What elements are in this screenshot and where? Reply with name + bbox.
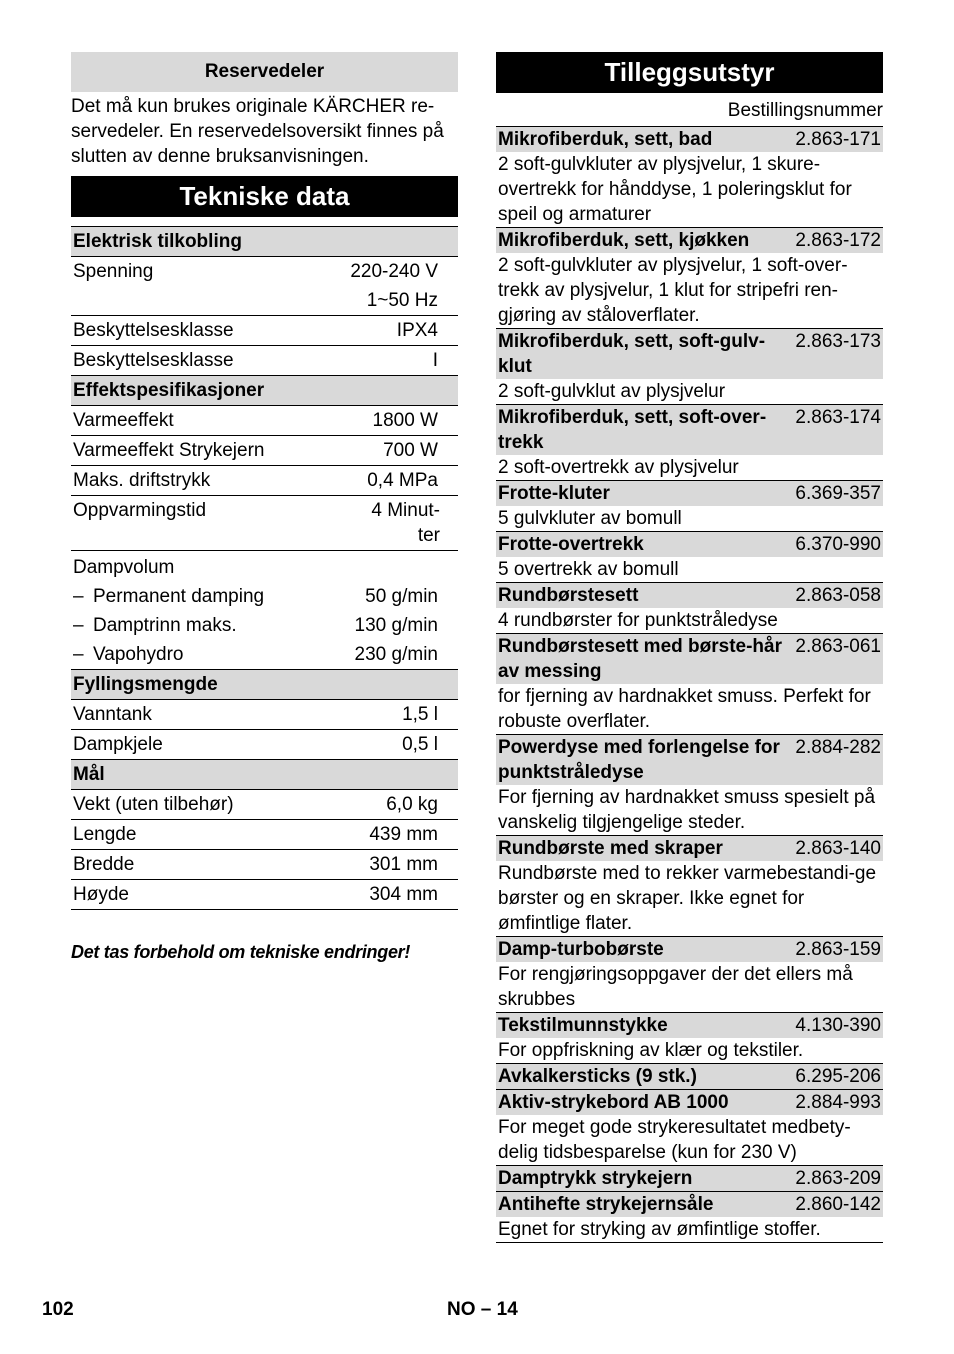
- accessory-item: [496, 835, 883, 936]
- spec-row: [71, 582, 458, 611]
- spec-label-cell: [71, 582, 348, 611]
- spec-label: Maks. driftstrykk: [73, 470, 211, 491]
- accessory-item: [496, 1012, 883, 1063]
- spec-row: [71, 346, 458, 376]
- reservedeler-heading: Reservedeler: [71, 52, 458, 92]
- spec-value: 700 W: [348, 436, 458, 466]
- spec-value: 0,5 l: [348, 730, 458, 760]
- accessory-order-number: 2.860-142: [795, 1194, 881, 1215]
- spec-row: [71, 406, 458, 436]
- accessory-header: [496, 836, 883, 861]
- spec-value: 50 g/min: [365, 586, 438, 607]
- accessory-name: Mikrofiberduk, sett, soft-gulv-klut: [498, 331, 766, 377]
- accessory-description: 2 soft-gulvklut av plysjvelur: [498, 381, 726, 402]
- tekniske-data-heading: Tekniske data: [71, 176, 458, 217]
- spec-value: IPX4: [348, 316, 458, 346]
- spec-label-cell: [71, 820, 348, 850]
- spec-label-cell: [71, 700, 348, 730]
- section-number: NO – 14: [447, 1299, 518, 1320]
- accessory-header: [496, 1192, 883, 1217]
- accessory-item: [496, 227, 883, 328]
- accessory-name: Powerdyse med forlengelse for punktstråledyse: [498, 737, 780, 783]
- accessory-order-number: 2.863-174: [795, 407, 881, 428]
- accessory-description: For fjerning av hardnakket smuss spesielt på vanskelig tilgjengelige steder.: [498, 787, 876, 833]
- spec-label: Beskyttelsesklasse: [73, 320, 234, 341]
- accessory-item: [496, 126, 883, 227]
- accessory-header: [496, 228, 883, 253]
- accessory-description: Rundbørste med to rekker varmebestandi-ge børster og en skraper. Ikke egnet for ømfintlige flater.: [498, 863, 877, 934]
- left-column: [71, 52, 458, 965]
- accessory-header: [496, 1090, 883, 1115]
- accessory-item: [496, 936, 883, 1012]
- accessory-item: [496, 633, 883, 734]
- spec-section-label: Fyllingsmengde: [71, 670, 458, 700]
- accessory-order-number: 2.863-058: [795, 585, 881, 606]
- spec-label-cell: [71, 880, 348, 910]
- accessory-description: For rengjøringsoppgaver der det ellers må skrubbes: [498, 964, 853, 1010]
- list-dash: –: [73, 615, 84, 636]
- spec-label-cell: [71, 406, 348, 436]
- accessory-name: Damp-turbobørste: [498, 939, 664, 960]
- accessory-order-number: 6.369-357: [795, 483, 881, 504]
- spec-label-cell: [71, 466, 348, 496]
- accessory-order-number: 2.863-171: [795, 129, 881, 150]
- spec-label-cell: [71, 286, 348, 316]
- accessory-order-number: 2.863-159: [795, 939, 881, 960]
- spec-value: 130 g/min: [354, 615, 438, 636]
- accessory-name: Mikrofiberduk, sett, soft-over-trekk: [498, 407, 767, 453]
- order-number-header: Bestillingsnummer: [727, 100, 883, 121]
- accessory-header: [496, 1013, 883, 1038]
- tilleggsutstyr-heading: Tilleggsutstyr: [496, 52, 883, 93]
- spec-row: [71, 257, 458, 287]
- spec-value: 301 mm: [348, 850, 458, 880]
- spec-label: Varmeeffekt: [73, 410, 174, 431]
- accessory-item: [496, 404, 883, 480]
- accessory-description: 2 soft-overtrekk av plysjvelur: [498, 457, 739, 478]
- accessory-name: Mikrofiberduk, sett, kjøkken: [498, 230, 750, 251]
- accessory-name: Avkalkersticks (9 stk.): [498, 1066, 697, 1087]
- spec-label: Oppvarmingstid: [73, 500, 207, 521]
- spec-label: Lengde: [73, 824, 137, 845]
- accessory-header: [496, 583, 883, 608]
- spec-row: [71, 820, 458, 850]
- accessory-header: [496, 735, 883, 785]
- accessory-order-number: 2.863-140: [795, 838, 881, 859]
- accessory-order-number: 4.130-390: [795, 1015, 881, 1036]
- spec-label: Bredde: [73, 854, 135, 875]
- spec-value: [348, 551, 458, 583]
- spec-label-cell: [71, 496, 348, 551]
- spec-label: Dampkjele: [73, 734, 163, 755]
- accessory-description: 2 soft-gulvkluter av plysjvelur, 1 skure-overtrekk for hånddyse, 1 poleringsklut for speil og armaturer: [498, 154, 852, 225]
- spec-section-label: Effektspesifikasjoner: [71, 376, 458, 406]
- accessory-header: [496, 937, 883, 962]
- list-dash: –: [73, 586, 84, 607]
- accessory-item: [496, 531, 883, 582]
- accessory-name: Rundbørstesett: [498, 585, 639, 606]
- accessory-header: [496, 1166, 883, 1191]
- accessory-description: 5 overtrekk av bomull: [498, 559, 679, 580]
- accessory-item: [496, 1089, 883, 1165]
- spec-section-row: [71, 227, 458, 257]
- right-column: [496, 52, 883, 1243]
- spec-label: Beskyttelsesklasse: [73, 350, 234, 371]
- spec-label-cell: [71, 551, 348, 583]
- spec-value: 1800 W: [348, 406, 458, 436]
- page-number: 102: [42, 1299, 74, 1320]
- spec-label-cell: [71, 611, 348, 640]
- accessory-item: [496, 328, 883, 404]
- accessory-item: [496, 480, 883, 531]
- accessory-list: [496, 126, 883, 1243]
- spec-label-cell: [71, 790, 348, 820]
- reservedeler-text: Det må kun brukes originale KÄRCHER re-servedeler. En reservedelsoversikt finnes på slutten av denne bruksanvisningen.: [71, 96, 444, 167]
- list-dash: –: [73, 644, 84, 665]
- spec-section-label: Elektrisk tilkobling: [71, 227, 458, 257]
- accessory-description: Egnet for stryking av ømfintlige stoffer.: [498, 1219, 821, 1240]
- spec-label-cell: [71, 316, 348, 346]
- spec-row: [71, 880, 458, 910]
- accessory-order-number: 6.295-206: [795, 1066, 881, 1087]
- accessory-name: Rundbørstesett med børste-hår av messing: [498, 636, 782, 682]
- spec-value: 1~50 Hz: [366, 290, 438, 311]
- spec-row: [71, 850, 458, 880]
- accessory-name: Mikrofiberduk, sett, bad: [498, 129, 713, 150]
- accessory-item: [496, 734, 883, 835]
- spec-value: 1,5 l: [348, 700, 458, 730]
- spec-label: Høyde: [73, 884, 129, 905]
- spec-row: [71, 730, 458, 760]
- spec-value: 4 Minut-ter: [348, 496, 458, 551]
- spec-row: [71, 640, 458, 670]
- accessory-description: For meget gode strykeresultatet medbety-delig tidsbesparelse (kun for 230 V): [498, 1117, 851, 1163]
- accessory-order-number: 2.863-209: [795, 1168, 881, 1189]
- spec-label: Vekt (uten tilbehør): [73, 794, 234, 815]
- spec-label: Vapohydro: [93, 644, 184, 665]
- spec-label: Spenning: [73, 261, 154, 282]
- accessory-header: [496, 127, 883, 152]
- spec-row: [71, 316, 458, 346]
- accessory-description: 5 gulvkluter av bomull: [498, 508, 682, 529]
- spec-label-cell: [71, 640, 348, 670]
- spec-table: [71, 226, 458, 910]
- spec-label: Permanent damping: [93, 586, 265, 607]
- accessory-order-number: 2.863-173: [795, 331, 881, 352]
- accessory-name: Antihefte strykejernsåle: [498, 1194, 714, 1215]
- accessory-order-number: 2.884-282: [795, 737, 881, 758]
- spec-section-label: Mål: [71, 760, 458, 790]
- spec-label: Damptrinn maks.: [93, 615, 237, 636]
- accessory-item: [496, 1191, 883, 1243]
- accessory-name: Frotte-overtrekk: [498, 534, 644, 555]
- spec-label-cell: [71, 346, 348, 376]
- spec-value: I: [348, 346, 458, 376]
- spec-row: [71, 496, 458, 551]
- spec-value: 0,4 MPa: [348, 466, 458, 496]
- spec-label-cell: [71, 730, 348, 760]
- accessory-description: for fjerning av hardnakket smuss. Perfekt for robuste overflater.: [498, 686, 871, 732]
- accessory-order-number: 2.884-993: [795, 1092, 881, 1113]
- spec-value: 6,0 kg: [348, 790, 458, 820]
- accessory-name: Tekstilmunnstykke: [498, 1015, 668, 1036]
- spec-label: Dampvolum: [73, 557, 175, 578]
- spec-row: [71, 286, 458, 316]
- spec-value: 304 mm: [348, 880, 458, 910]
- spec-label: Vanntank: [73, 704, 152, 725]
- spec-section-row: [71, 376, 458, 406]
- accessory-order-number: 2.863-061: [795, 636, 881, 657]
- accessory-name: Frotte-kluter: [498, 483, 610, 504]
- accessory-name: Aktiv-strykebord AB 1000: [498, 1092, 729, 1113]
- accessory-order-number: 6.370-990: [795, 534, 881, 555]
- spec-row: [71, 551, 458, 583]
- spec-value: 220-240 V: [348, 257, 458, 287]
- accessory-item: [496, 1063, 883, 1089]
- spec-label-cell: [71, 850, 348, 880]
- spec-row: [71, 436, 458, 466]
- accessory-header: [496, 1064, 883, 1089]
- spec-label-cell: [71, 257, 348, 287]
- spec-section-row: [71, 670, 458, 700]
- accessory-name: Rundbørste med skraper: [498, 838, 723, 859]
- spec-row: [71, 790, 458, 820]
- spec-row: [71, 611, 458, 640]
- accessory-name: Damptrykk strykejern: [498, 1168, 693, 1189]
- accessory-header: [496, 634, 883, 684]
- accessory-header: [496, 481, 883, 506]
- spec-label: Varmeeffekt Strykejern: [73, 440, 265, 461]
- accessory-header: [496, 329, 883, 379]
- tech-change-remark: Det tas forbehold om tekniske endringer!: [71, 942, 411, 962]
- accessory-order-number: 2.863-172: [795, 230, 881, 251]
- spec-row: [71, 466, 458, 496]
- accessory-header: [496, 532, 883, 557]
- spec-value: 439 mm: [348, 820, 458, 850]
- accessory-item: [496, 1165, 883, 1191]
- spec-value: 230 g/min: [354, 644, 438, 665]
- accessory-item: [496, 582, 883, 633]
- accessory-description: 4 rundbørster for punktstråledyse: [498, 610, 778, 631]
- accessory-header: [496, 405, 883, 455]
- accessory-description: For oppfriskning av klær og tekstiler.: [498, 1040, 804, 1061]
- spec-label-cell: [71, 436, 348, 466]
- spec-section-row: [71, 760, 458, 790]
- spec-row: [71, 700, 458, 730]
- accessory-description: 2 soft-gulvkluter av plysjvelur, 1 soft-over-trekk av plysjvelur, 1 klut for stripefri ren-gjøring av ståloverflater.: [498, 255, 848, 326]
